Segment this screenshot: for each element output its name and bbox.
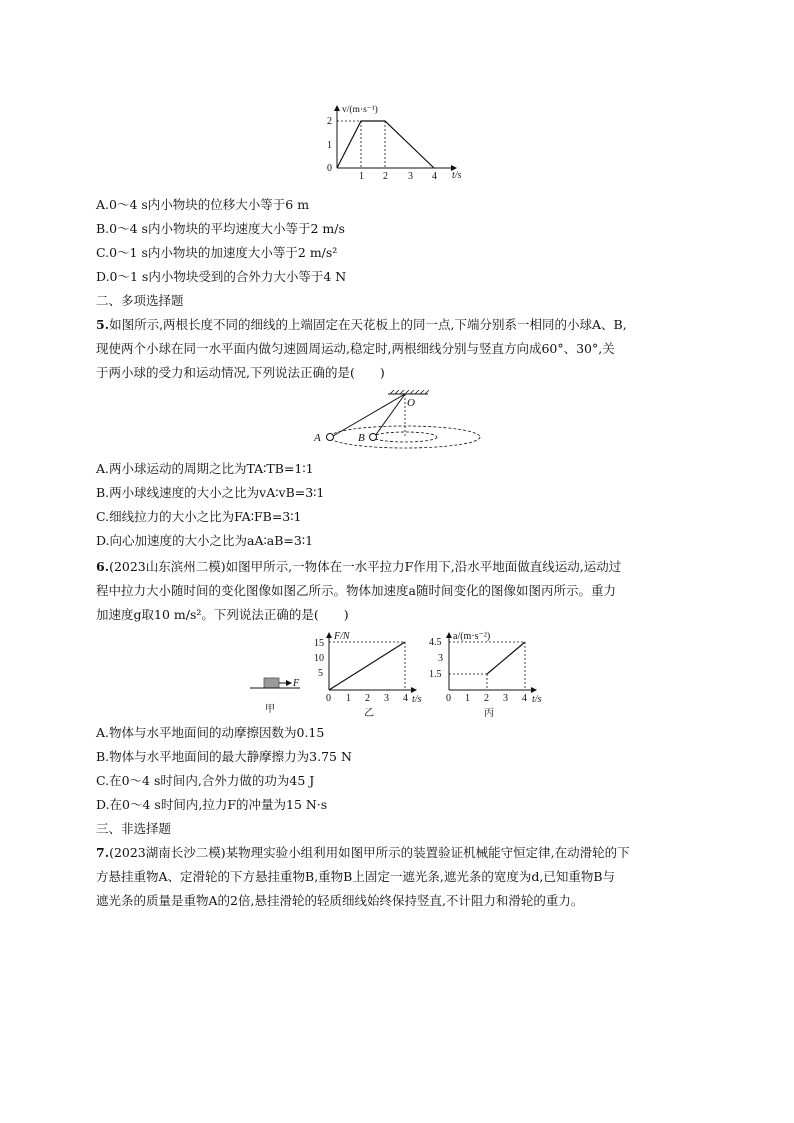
q5-number: 5. — [96, 317, 110, 332]
q4-velocity-curve — [337, 121, 434, 168]
q6-force-label: F — [293, 678, 300, 689]
q5-conical-pendulum-figure — [310, 390, 485, 452]
q6-stem-line-2: 程中拉力大小随时间的变化图像如图乙所示。物体加速度a随时间变化的图像如图丙所示。重力 — [96, 583, 616, 598]
q5-string-b — [375, 394, 405, 436]
section-heading-multiple-choice: 二、多项选择题 — [96, 293, 184, 308]
q6-bing-x-label: t/s — [532, 694, 542, 705]
svg-text:0: 0 — [326, 693, 331, 704]
q4-xtick-2: 2 — [383, 171, 388, 182]
svg-text:1: 1 — [346, 693, 351, 704]
q6-caption-bing: 丙 — [484, 708, 494, 718]
q6-bing-y-label: a/(m·s⁻²) — [453, 631, 491, 642]
q4-ytick-0: 0 — [327, 163, 332, 174]
q6-bing-ytick-1-5: 1.5 — [429, 669, 442, 680]
q6-block — [264, 678, 279, 688]
svg-text:2: 2 — [484, 693, 489, 704]
q5-option-c: C.细线拉力的大小之比为FA∶FB=3∶1 — [96, 509, 302, 524]
q6-yi-y-label: F/N — [334, 631, 350, 642]
q6-bing-ytick-4-5: 4.5 — [429, 637, 442, 648]
svg-text:3: 3 — [503, 693, 508, 704]
q4-xtick-3: 3 — [408, 171, 413, 182]
q6-yi-ytick-5: 5 — [318, 668, 323, 679]
q6-yi-x-label: t/s — [412, 694, 422, 705]
q6-yi-ytick-10: 10 — [314, 653, 324, 664]
q4-option-d: D.0～1 s内小物块受到的合外力大小等于4 N — [96, 269, 347, 284]
q4-option-b: B.0～4 s内小物块的平均速度大小等于2 m/s — [96, 221, 345, 236]
q5-ball-b — [370, 434, 377, 441]
svg-text:0: 0 — [446, 693, 451, 704]
q5-label-b: B — [358, 432, 365, 444]
svg-text:4: 4 — [403, 693, 408, 704]
q5-label-o: O — [407, 397, 415, 409]
q6-yi-ytick-15: 15 — [314, 638, 324, 649]
q5-option-a: A.两小球运动的周期之比为TA∶TB=1∶1 — [96, 461, 314, 476]
q5-ball-a — [327, 434, 334, 441]
q6-figure-jia-block — [250, 670, 310, 716]
q4-xtick-1: 1 — [359, 171, 364, 182]
q6-figure-yi-force-time-graph — [312, 630, 432, 718]
q6-caption-jia: 甲 — [265, 704, 275, 715]
q4-ytick-1: 1 — [327, 140, 332, 151]
q5-stem-line-2: 现使两个小球在同一水平面内做匀速圆周运动,稳定时,两根细线分别与竖直方向成60°、30°,关 — [96, 341, 615, 356]
q6-figure-bing-acceleration-time-graph — [428, 630, 548, 718]
q6-option-a: A.物体与水平地面间的动摩擦因数为0.15 — [96, 725, 325, 740]
q7-line-1: 7.(2023湖南长沙二模)某物理实验小组利用如图甲所示的装置验证机械能守恒定律,在动滑轮的下 — [96, 845, 630, 860]
q4-y-axis-label: v/(m·s⁻¹) — [342, 105, 378, 115]
q7-line-2: 方悬挂重物A、定滑轮的下方悬挂重物B,重物B上固定一遮光条,遮光条的宽度为d,已知重物B与 — [96, 869, 616, 884]
q6-option-b: B.物体与水平地面间的最大静摩擦力为3.75 N — [96, 749, 352, 764]
q5-stem-line-3: 于两小球的受力和运动情况,下列说法正确的是( ) — [96, 365, 385, 380]
q4-velocity-time-graph — [318, 100, 478, 182]
q5-option-d: D.向心加速度的大小之比为aA∶aB=3∶1 — [96, 533, 314, 548]
section-heading-non-choice: 三、非选择题 — [96, 821, 172, 836]
q6-option-d: D.在0～4 s时间内,拉力F的冲量为15 N·s — [96, 797, 328, 812]
q4-option-c: C.0～1 s内小物块的加速度大小等于2 m/s² — [96, 245, 338, 260]
q4-ytick-2: 2 — [327, 116, 332, 127]
svg-text:4: 4 — [522, 693, 527, 704]
svg-text:2: 2 — [365, 693, 370, 704]
q5-option-b: B.两小球线速度的大小之比为vA∶vB=3∶1 — [96, 485, 325, 500]
q4-xtick-4: 4 — [432, 171, 437, 182]
q6-stem-line-3: 加速度g取10 m/s²。下列说法正确的是( ) — [96, 607, 349, 622]
q4-option-a: A.0～4 s内小物块的位移大小等于6 m — [96, 197, 310, 212]
q6-number: 6. — [96, 559, 110, 574]
q6-bing-ytick-3: 3 — [438, 653, 443, 664]
q7-number: 7. — [96, 845, 110, 860]
svg-text:3: 3 — [384, 693, 389, 704]
q6-option-c: C.在0～4 s时间内,合外力做的功为45 J — [96, 773, 315, 788]
q6-bing-acceleration-line — [487, 642, 525, 674]
svg-text:1: 1 — [465, 693, 470, 704]
q5-string-a — [333, 394, 405, 436]
q6-caption-yi: 乙 — [364, 708, 374, 718]
q7-line-3: 遮光条的质量是重物A的2倍,悬挂滑轮的轻质细线始终保持竖直,不计阻力和滑轮的重力。 — [96, 893, 584, 908]
q5-label-a: A — [314, 432, 321, 444]
q6-stem-line-1: 6.(2023山东滨州二模)如图甲所示,一物体在一水平拉力F作用下,沿水平地面做直线运动,运动过 — [96, 559, 622, 574]
q6-yi-force-line — [329, 642, 405, 690]
q4-x-axis-label: t/s — [452, 170, 462, 181]
q5-stem-line-1: 5.如图所示,两根长度不同的细线的上端固定在天花板上的同一点,下端分别系一相同的小球A、B, — [96, 317, 627, 332]
